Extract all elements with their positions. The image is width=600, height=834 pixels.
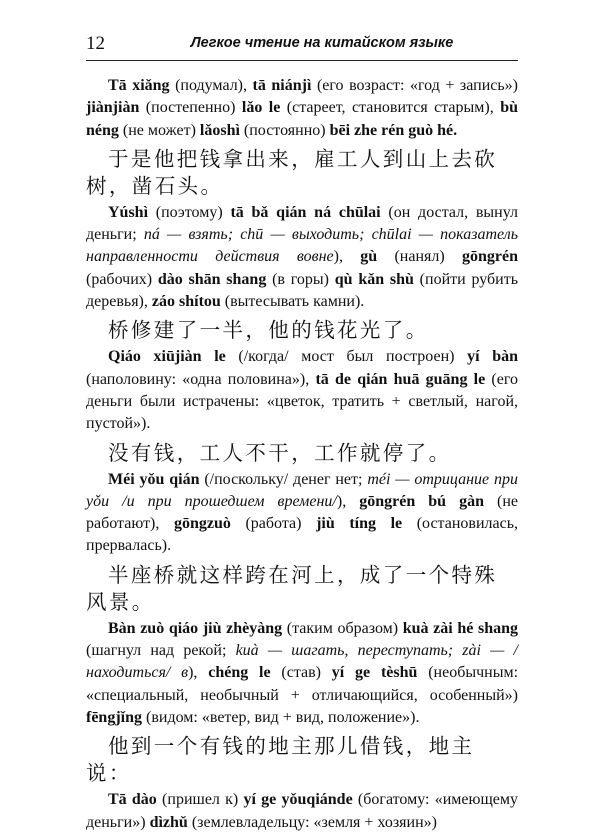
gloss-text: (шагнул над рекой; <box>86 642 236 660</box>
gloss-text: (постепенно) <box>139 99 242 117</box>
pinyin-term: bēi zhe rén guò hé. <box>329 121 458 139</box>
page-body <box>86 75 518 834</box>
pinyin-term: yí bàn <box>467 348 518 366</box>
gloss-paragraph <box>86 202 518 313</box>
chinese-sentence: 桥修建了一半，他的钱花光了。 <box>108 318 429 343</box>
pinyin-term: Qiáo xiūjiàn le <box>108 348 226 366</box>
pinyin-term: Tā xiǎng <box>108 77 170 94</box>
gloss-note: ná — взять; chū — выходить; chūlai — показатель направленности действия вовне <box>86 226 519 266</box>
gloss-text: (пойти рубить деревья), <box>86 270 519 311</box>
gloss-text: ), <box>188 664 209 682</box>
pinyin-term: bù néng <box>86 99 518 139</box>
gloss-text: (он достал, вынул деньги; <box>86 203 519 244</box>
gloss-text: (нанял) <box>377 248 462 266</box>
pinyin-term: jiù tíng le <box>316 515 403 533</box>
gloss-text: (остановилась, прервалась). <box>86 515 519 555</box>
gloss-paragraph <box>86 346 518 435</box>
page-number: 12 <box>86 33 105 54</box>
gloss-text: (стареет, становится старым), <box>280 99 501 117</box>
gloss-text: (не работают), <box>86 492 518 533</box>
gloss-text: (рабочих) <box>86 270 158 288</box>
gloss-paragraph <box>86 789 518 834</box>
gloss-text: (вытесывать камни). <box>220 293 365 311</box>
pinyin-term: gōngzuò <box>173 515 231 533</box>
pinyin-term: tā bǎ qián ná chūlai <box>230 203 381 221</box>
pinyin-term: Bàn zuò qiáo jiù zhèyàng <box>108 619 283 637</box>
gloss-text: (таким образом) <box>282 619 403 637</box>
gloss-text: ), <box>333 248 361 266</box>
gloss-text: (его возраст: «год + запись») <box>311 77 518 94</box>
gloss-text: (работа) <box>230 515 317 533</box>
running-title: Легкое чтение на китайском языке <box>190 35 454 51</box>
gloss-text: (землевладельцу: «земля + хозяин») <box>187 813 437 831</box>
gloss-paragraph <box>86 618 518 729</box>
gloss-text: (богатому: «имеющему деньги») <box>86 791 518 831</box>
pinyin-term: lǎoshì <box>199 121 240 139</box>
pinyin-term: dìzhǔ <box>149 813 188 831</box>
pinyin-term: chéng le <box>208 664 271 682</box>
pinyin-term: dào shān shang <box>157 270 267 288</box>
pinyin-term: yí ge tèshū <box>331 664 418 682</box>
chinese-sentence: 没有钱，工人不干，工作就停了。 <box>108 440 452 465</box>
pinyin-term: fēngjǐng <box>86 708 142 726</box>
pinyin-term: Méi yǒu qián <box>108 470 200 488</box>
gloss-text: (не может) <box>118 121 200 139</box>
gloss-note: méi — отрицание при yǒu /и при прошедшем времени/ <box>86 470 518 510</box>
chinese-sentence: 他到一个有钱的地主那儿借钱，地主说： <box>86 734 475 786</box>
pinyin-term: záo shítou <box>151 293 221 311</box>
pinyin-term: jiànjiàn <box>86 99 140 117</box>
gloss-text: (его деньги были истрачены: «цветок, тратить + светлый, нагой, пустой»). <box>86 370 519 433</box>
pinyin-term: lǎo le <box>241 99 281 117</box>
gloss-text: (подумал), <box>169 77 253 94</box>
gloss-text: (став) <box>270 664 332 682</box>
chinese-sentence: 于是他把钱拿出来，雇工人到山上去砍树，凿石头。 <box>86 146 498 198</box>
gloss-text: (видом: «ветер, вид + вид, положение»). <box>142 708 420 726</box>
gloss-text: ), <box>336 492 360 510</box>
pinyin-term: Yúshì <box>108 203 149 221</box>
gloss-paragraph <box>86 469 518 558</box>
gloss-text: (/когда/ мост был построен) <box>225 348 468 366</box>
pinyin-term: kuà zài hé shang <box>402 619 518 637</box>
gloss-text: (необычным: «специальный, необычный + отличающийся, особенный») <box>86 664 519 704</box>
gloss-note: kuà — шагать, переступать; zài — /находиться/ в <box>86 642 519 682</box>
gloss-text: (в горы) <box>266 270 335 288</box>
gloss-paragraph <box>86 75 518 142</box>
gloss-text: (наполовину: «одна половина»), <box>86 370 316 388</box>
gloss-text: (пришел к) <box>156 791 244 809</box>
gloss-text: (/поскольку/ денег нет; <box>199 470 368 488</box>
pinyin-term: Tā dào <box>108 791 157 809</box>
gloss-text: (поэтому) <box>148 203 231 221</box>
pinyin-term: gù <box>360 248 378 266</box>
page-header <box>86 20 518 61</box>
pinyin-term: tā de qián huā guāng le <box>315 370 486 388</box>
pinyin-term: gōngrén bú gàn <box>359 492 484 510</box>
gloss-text: (постоянно) <box>239 121 330 139</box>
pinyin-term: yí ge yǒuqiánde <box>243 791 353 809</box>
pinyin-term: gōngrén <box>462 248 518 266</box>
chinese-sentence: 半座桥就这样跨在河上，成了一个特殊风景。 <box>86 562 498 614</box>
pinyin-term: qù kǎn shù <box>334 270 414 288</box>
pinyin-term: tā niánjì <box>252 77 312 94</box>
